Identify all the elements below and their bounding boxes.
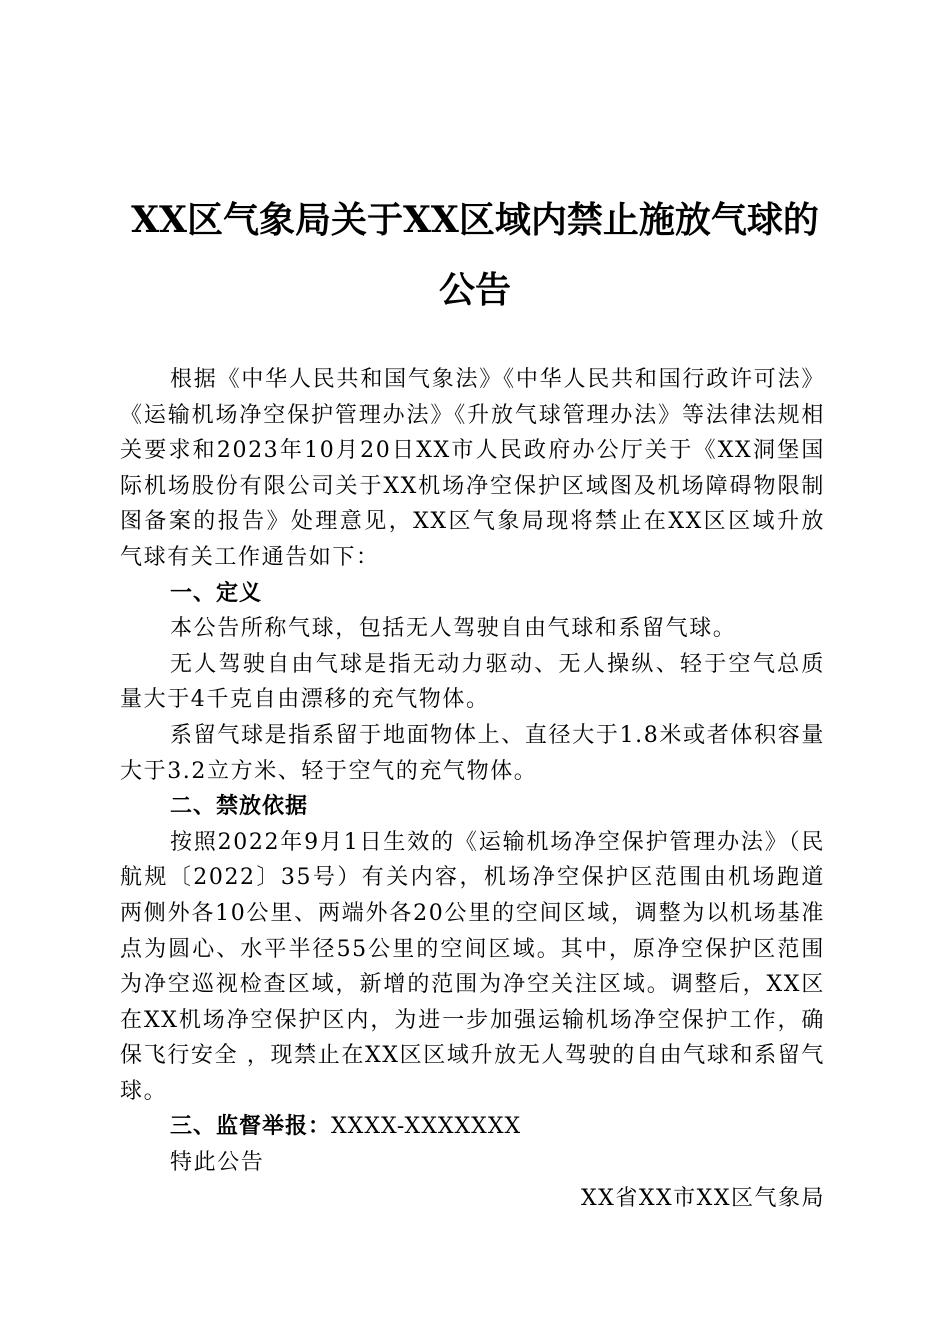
document-title-line2: 公告 (438, 269, 511, 311)
intro-paragraph: 根据《中华人民共和国气象法》《中华人民共和国行政许可法》《运输机场净空保护管理办法》《升放气球管理办法》等法律法规相关要求和2023年10月20日XX市人民政府办公厅关于《XX洞堡国际机场股份有限公司关于XX机场净空保护区域图及机场障碍物限制图备案的报告》处理意见，XX区气象局现将禁止在XX区区域升放气球有关工作通告如下： (120, 367, 825, 570)
section-heading-definition: 一、定义 (170, 580, 263, 606)
definition-paragraph-2: 无人驾驶自由气球是指无动力驱动、无人操纵、轻于空气总质量大于4千克自由漂移的充气物体。 (120, 651, 825, 713)
document-title-line1: XX区气象局关于XX区域内禁止施放气球的 (131, 199, 819, 241)
supervision-label: 三、监督举报： (170, 1114, 332, 1140)
closing-text: 特此公告 (170, 1150, 265, 1176)
section-heading-basis: 二、禁放依据 (170, 794, 309, 820)
section-heading-supervision (120, 1109, 825, 1145)
document-body (120, 362, 825, 1216)
issuer-signature: XX省XX市XX区气象局 (581, 1185, 825, 1211)
hotline-number: XXXX-XXXXXXX (331, 1114, 522, 1140)
basis-paragraph: 按照2022年9月1日生效的《运输机场净空保护管理办法》（民航规〔2022〕35号）有关内容，机场净空保护区范围由机场跑道两侧外各10公里、两端外各20公里的空间区域，调整为以机场基准点为圆心、水平半径55公里的空间区域。其中，原净空保护区范围为净空巡视检查区域，新增的范围为净空关注区域。调整后，XX区在XX机场净空保护区内，为进一步加强运输机场净空保护工作，确保飞行安全 ，现禁止在XX区区域升放无人驾驶的自由气球和系留气球。 (120, 829, 825, 1104)
definition-paragraph-1: 本公告所称气球，包括无人驾驶自由气球和系留气球。 (170, 616, 737, 642)
definition-paragraph-3: 系留气球是指系留于地面物体上、直径大于1.8米或者体积容量大于3.2立方米、轻于空气的充气物体。 (120, 722, 825, 784)
